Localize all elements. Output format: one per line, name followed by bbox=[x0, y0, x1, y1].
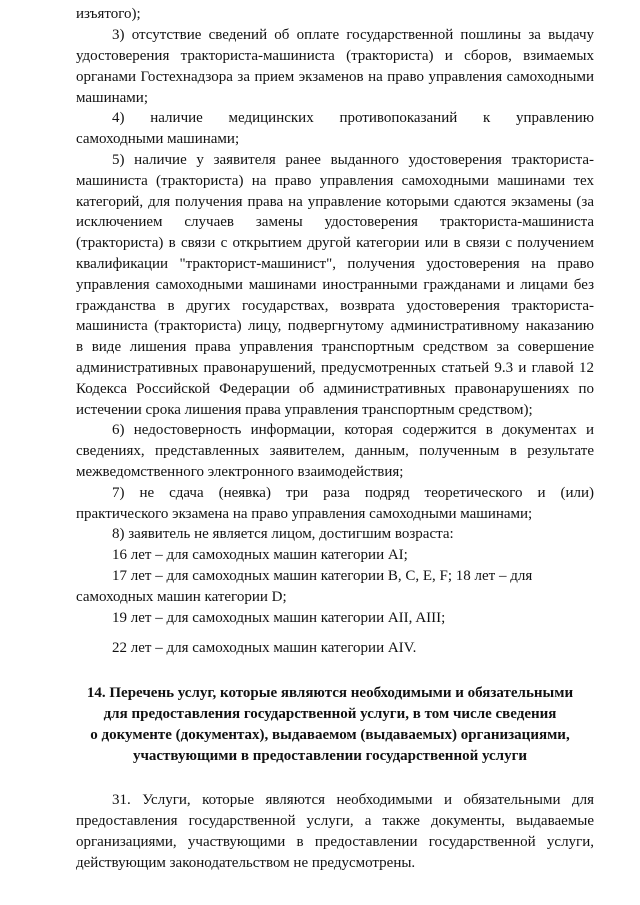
text-line: организациями, участвующими в предоставлении государственной услуги, bbox=[76, 834, 594, 850]
text-line: 8) заявитель не является лицом, достигшим возраста: bbox=[112, 526, 454, 542]
text-line: изъятого); bbox=[76, 6, 141, 22]
section-heading-line: участвующими в предоставлении государственной услуги bbox=[132, 748, 528, 764]
text-line: машиниста (тракториста) лицу, подвергнутому административному наказанию bbox=[76, 318, 594, 334]
text-line: 17 лет – для самоходных машин категории B, C, E, F; 18 лет – для bbox=[112, 568, 533, 584]
text-line: самоходными машинами; bbox=[76, 131, 240, 147]
text-line: Кодекса Российской Федерации об административных правонарушениях по bbox=[76, 381, 594, 397]
text-line: 7) не сдача (неявка) три раза подряд теоретического и (или) bbox=[112, 485, 594, 501]
text-line: действующим законодательством не предусмотрены. bbox=[76, 855, 416, 871]
text-line: 22 лет – для самоходных машин категории AIV. bbox=[112, 640, 417, 656]
text-line: 16 лет – для самоходных машин категории AI; bbox=[112, 547, 408, 563]
text-line: 3) отсутствие сведений об оплате государственной пошлины за выдачу bbox=[112, 27, 594, 43]
text-line: административных правонарушений, предусмотренных статьей 9.3 и главой 12 bbox=[76, 360, 594, 376]
text-line: машиниста (тракториста) на право управления самоходными машинами тех bbox=[76, 173, 594, 189]
text-line: предоставления государственной услуги, а также документы, выдаваемые bbox=[76, 813, 594, 829]
text-line: 5) наличие у заявителя ранее выданного удостоверения тракториста- bbox=[112, 152, 594, 168]
text-line: 6) недостоверность информации, которая содержится в документах и bbox=[112, 422, 594, 438]
text-line: исключением случаев замены удостоверения тракториста-машиниста bbox=[76, 214, 594, 230]
text-line: самоходных машин категории D; bbox=[76, 589, 287, 605]
text-line: категорий, для получения права на управление которыми сдаются экзамены (за bbox=[76, 194, 594, 210]
text-line: межведомственного электронного взаимодействия; bbox=[76, 464, 404, 480]
text-line: 19 лет – для самоходных машин категории AII, AIII; bbox=[112, 610, 446, 626]
text-line: квалификации "тракторист-машинист", получения удостоверения на право bbox=[76, 256, 594, 272]
text-line: 4) наличие медицинских противопоказаний к управлению bbox=[112, 110, 594, 126]
text-line: в виде лишения права управления транспортным средством за совершение bbox=[76, 339, 594, 355]
text-line: сведениях, представленных заявителем, данным, полученным в результате bbox=[76, 443, 594, 459]
text-line: истечении срока лишения права управления транспортным средством); bbox=[76, 402, 533, 418]
section-heading-line: 14. Перечень услуг, которые являются необходимыми и обязательными bbox=[86, 685, 574, 701]
text-line: органами Гостехнадзора за прием экзаменов на право управления самоходными bbox=[76, 69, 594, 85]
text-line: удостоверения тракториста-машиниста (тракториста) и сборов, взимаемых bbox=[76, 48, 594, 64]
text-line: гражданства в других государствах, возврата удостоверения тракториста- bbox=[76, 298, 594, 314]
text-line: 31. Услуги, которые являются необходимыми и обязательными для bbox=[112, 792, 594, 808]
text-line: (тракториста) в связи с открытием другой категории или в связи с получением bbox=[76, 235, 594, 251]
text-line: управления самоходными машинами иностранными гражданами и лицами без bbox=[76, 277, 594, 293]
text-line: практического экзамена на право управления самоходными машинами; bbox=[76, 506, 533, 522]
section-heading-line: о документе (документах), выдаваемом (выдаваемых) организациями, bbox=[90, 727, 570, 743]
text-line: машинами; bbox=[76, 90, 148, 106]
section-heading-line: для предоставления государственной услуги, в том числе сведения bbox=[103, 706, 557, 722]
